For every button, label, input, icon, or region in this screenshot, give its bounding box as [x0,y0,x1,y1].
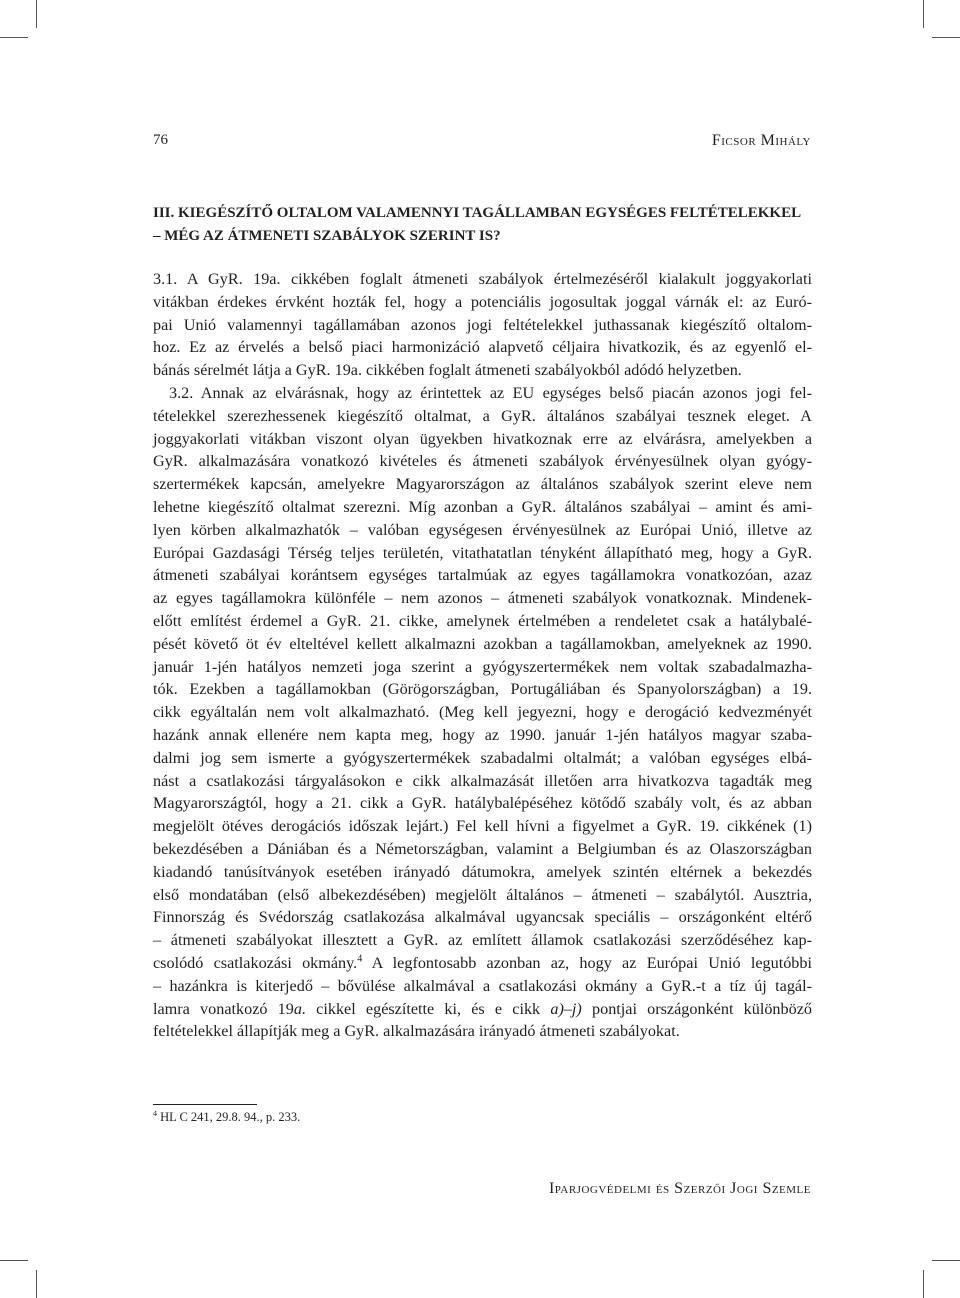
body-line-text: pontjai országonként különböző [581,999,812,1018]
italic-text: a)–j) [550,999,582,1018]
body-line: GyR. alkalmazására vonatkozó kivételes és átmeneti szabályok érvényesülnek olyan gyógy- [153,452,812,471]
body-line: pai Unió valamennyi tagállamában azonos jogi feltételekkel juthassanak kiegészítő oltalom- [153,315,812,334]
body-line: cikk egyáltalán nem volt alkalmazható. (Meg kell jegyezni, hogy e derogáció kedvezményét [153,703,812,722]
body-line: 3.2. Annak az elvárásnak, hogy az érintettek az EU egységes belső piacán azonos jogi fel- [169,383,812,402]
body-line-text: cikkel egészítette ki, és e cikk [305,999,551,1018]
body-line: vitákban érdekes érvként hozták fel, hogy a potenciális jogosultak joggal várnák el: az Euró- [153,292,812,311]
body-line: átmeneti szabályai korántsem egységes tartalmúak az egyes tagállamokra vonatkozóan, azaz [153,566,812,585]
body-line: bekezdésében a Dániában és a Németországban, valamint a Belgiumban és az Olaszországban [153,839,812,858]
footnote-text: HL C 241, 29.8. 94., p. 233. [157,1110,301,1125]
body-line: – átmeneti szabályokat illesztett a GyR. az említett államok csatlakozási szerződéséhez kap- [153,931,812,950]
body-line: joggyakorlati vitákban viszont olyan ügyekben hivatkoznak erre az elvárásra, amelyekben a [153,429,812,448]
body-line: lyen körben alkalmazhatók – valóban egységesen érvényesülnek az Európai Unió, illetve az [153,520,812,539]
body-line: Magyarországtól, hogy a 21. cikk a GyR. hatálybalépéséhez kötődő szabály volt, és az abban [153,794,812,813]
body-line: az egyes tagállamokra különféle – nem azonos – átmeneti szabályok vonatkoznak. Mindenek- [153,589,812,608]
body-line: tételekkel szerezhessenek kiegészítő oltalmat, a GyR. általános szabályai tesznek eleget. A [153,406,812,425]
body-line: hazánk annak ellenére nem kapta meg, hogy az 1990. január 1-jén hatályos magyar szaba- [153,725,812,744]
crop-mark-bottom-right-v [923,1270,924,1298]
body-line: tók. Ezekben a tagállamokban (Görögországban, Portugáliában és Spanyolországban) a 19. [153,680,812,699]
body-line: első mondatában (első albekezdésében) megjelölt általános – átmeneti – szabálytól. Ausztria, [153,885,812,904]
body-line: bánás sérelmét látja a GyR. 19a. cikkében foglalt átmeneti szabályokból adódó helyzetben. [153,361,742,380]
body-line: megjelölt ötéves derogációs időszak lejárt.) Fel kell hívni a figyelmet a GyR. 19. cikkének (1) [153,817,812,836]
crop-mark-top-left-v [36,0,37,28]
running-footer-journal: Iparjogvédelmi és Szerzői Jogi Szemle [548,1180,811,1197]
body-line: 3.1. A GyR. 19a. cikkében foglalt átmeneti szabályok értelmezéséről kialakult joggyakorlati [153,270,812,288]
body-line: szertermékek kapcsán, amelyekre Magyarországon az általános szabályok szerint eleve nem [153,475,812,494]
body-line: dalmi jog sem ismerte a gyógyszertermékek szabadalmi oltalmát; a valóban egységes elbá- [153,748,812,767]
body-line: lehetne kiegészítő oltalmat szerezni. Míg azonban a GyR. általános szabályai – amint és ami- [153,497,812,516]
section-title [153,202,833,248]
body-line-text: csolódó csatlakozási okmány. [153,953,358,972]
crop-mark-top-left-h [0,37,28,38]
body-line: kiadandó tanúsítványok esetében irányadó dátumokra, amelyek szintén eltérnek a bekezdés [153,862,812,881]
body-text [153,268,812,1043]
crop-mark-bottom-left-h [0,1260,28,1261]
body-line: január 1-jén hatályos nemzeti joga szerint a gyógyszertermékek nem voltak szabadalmazha- [153,657,812,676]
body-line: – hazánkra is kiterjedő – bővülése alkalmával a csatlakozási okmány a GyR.-t a tíz új tagál- [153,976,812,995]
body-line: előtt említést érdemel a GyR. 21. cikke, amelynek értelmében a rendeletet csak a hatálybalé- [153,611,812,630]
crop-mark-top-right-v [923,0,924,28]
footnote-divider [153,1104,257,1105]
crop-mark-top-right-h [932,37,960,38]
footnote-number: 4 [153,1109,157,1118]
body-line-with-italics [153,998,812,1021]
footnote-reference: 4 [357,953,363,965]
body-line-text: A legfontosabb azonban az, hogy az Európai Unió legutóbbi [362,953,812,972]
page-number: 76 [153,132,168,148]
body-line-with-footnote [153,952,812,975]
crop-mark-bottom-left-v [36,1270,37,1298]
body-line: hoz. Ez az érvelés a belső piaci harmonizáció alapvető céljaira hivatkozik, és az egyenlő el- [153,338,812,357]
italic-text: a. [293,999,306,1018]
body-line: nást a csatlakozási tárgyalásokon e cikk alkalmazását illetően arra hivatkozva tagadták meg [153,771,812,790]
section-title-line-2: – MÉG AZ ÁTMENETI SZABÁLYOK SZERINT IS? [153,228,501,244]
body-line: feltételekkel állapítják meg a GyR. alkalmazására irányadó átmeneti szabályokat. [153,1022,680,1041]
crop-mark-bottom-right-h [932,1260,960,1261]
running-author: Ficsor Mihály [711,132,811,149]
running-header [153,132,811,152]
body-line: pését követő öt év elteltével kellett alkalmazni azokban a tagállamokban, amelyeknek az 1990. [153,634,812,653]
section-title-line-1: III. KIEGÉSZÍTŐ OLTALOM VALAMENNYI TAGÁLLAMBAN EGYSÉGES FELTÉTELEKKEL [153,205,802,221]
footnote [153,1109,300,1125]
body-line: Európai Gazdasági Térség teljes területén, vitathatatlan tényként állapítható meg, hogy a GyR. [153,543,812,562]
body-line-text: lamra vonatkozó 19 [153,999,294,1018]
body-line: Finnország és Svédország csatlakozása alkalmával ugyancsak speciális – országonként eltérő [153,908,812,927]
